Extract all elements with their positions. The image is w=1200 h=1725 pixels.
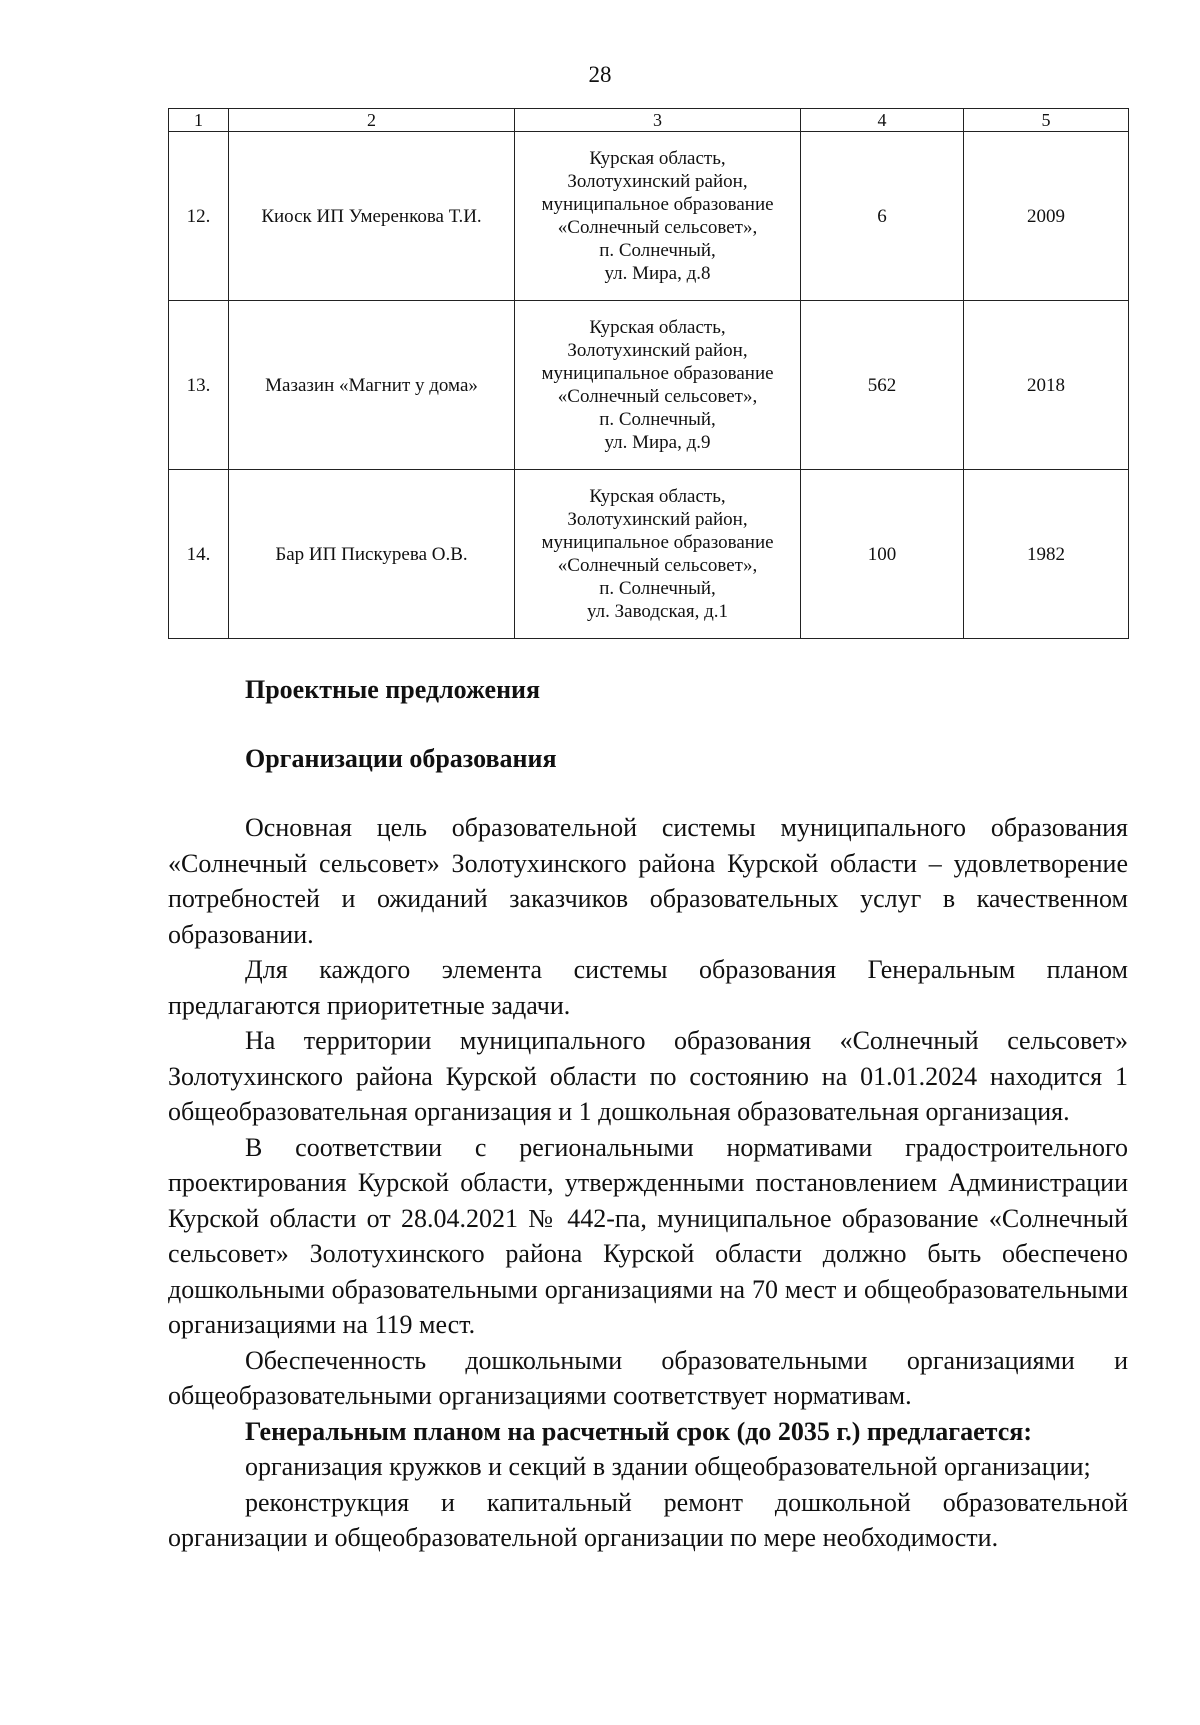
section-heading-education: Организации образования	[245, 744, 557, 773]
address-line: Золотухинский район,	[567, 509, 748, 530]
paragraph: организация кружков и секций в здании общеобразовательной организации;	[245, 1452, 1091, 1481]
row-number: 12.	[169, 132, 229, 301]
object-area: 6	[801, 132, 964, 301]
table-row	[169, 132, 1129, 301]
paragraph: Основная цель образовательной системы муниципального образования «Солнечный сельсовет» Золотухинского района Курской области – удовлетворение потребностей и ожиданий заказчиков образовательных услуг в качественном образовании.	[168, 813, 1128, 949]
paragraph: Для каждого элемента системы образования Генеральным планом предлагаются приоритетные задачи.	[168, 955, 1128, 1020]
address-line: Золотухинский район,	[567, 340, 748, 361]
address-line: п. Солнечный,	[599, 578, 716, 599]
header-cell: 4	[801, 109, 964, 132]
paragraph: На территории муниципального образования «Солнечный сельсовет» Золотухинского района Курской области по состоянию на 01.01.2024 находится 1 общеобразовательная организация и 1 дошкольная образовательная организация.	[168, 1026, 1128, 1126]
object-address	[515, 470, 801, 639]
object-name: Бар ИП Пискурева О.В.	[229, 470, 515, 639]
header-cell: 1	[169, 109, 229, 132]
address-line: муниципальное образование	[541, 532, 774, 553]
address-line: Курская область,	[589, 486, 726, 507]
table-row	[169, 301, 1129, 470]
body-text	[168, 810, 1128, 1556]
address-line: ул. Заводская, д.1	[586, 601, 729, 622]
address-line: Курская область,	[589, 317, 726, 338]
address-line: п. Солнечный,	[599, 240, 716, 261]
address-line: ул. Мира, д.9	[604, 432, 711, 453]
address-line: «Солнечный сельсовет»,	[557, 217, 758, 238]
section-heading-proposals: Проектные предложения	[245, 675, 541, 704]
table-header-row	[169, 109, 1129, 132]
address-line: Курская область,	[589, 148, 726, 169]
page-number: 28	[588, 62, 612, 87]
address-line: муниципальное образование	[541, 194, 774, 215]
object-name: Мазазин «Магнит у дома»	[229, 301, 515, 470]
paragraph: Обеспеченность дошкольными образовательными организациями и общеобразовательными организациями соответствует нормативам.	[168, 1345, 1128, 1410]
row-number: 13.	[169, 301, 229, 470]
address-line: «Солнечный сельсовет»,	[557, 555, 758, 576]
header-cell: 2	[229, 109, 515, 132]
paragraph: реконструкция и капитальный ремонт дошкольной образовательной организации и общеобразовательной организации по мере необходимости.	[168, 1487, 1128, 1552]
object-year: 2009	[964, 132, 1129, 301]
address-line: «Солнечный сельсовет»,	[557, 386, 758, 407]
object-year: 2018	[964, 301, 1129, 470]
address-line: Золотухинский район,	[567, 171, 748, 192]
address-line: ул. Мира, д.8	[604, 263, 711, 284]
header-cell: 5	[964, 109, 1129, 132]
address-line: п. Солнечный,	[599, 409, 716, 430]
object-address	[515, 132, 801, 301]
object-area: 100	[801, 470, 964, 639]
object-name: Киоск ИП Умеренкова Т.И.	[229, 132, 515, 301]
paragraph: В соответствии с региональными нормативами градостроительного проектирования Курской области, утвержденными постановлением Администрации Курской области от 28.04.2021 № 442-па, муниципальное образование «Солнечный сельсовет» Золотухинского района Курской области должно быть обеспечено дошкольными образовательными организациями на 70 мест и общеобразовательными организациями на 119 мест.	[168, 1132, 1128, 1339]
address-line: муниципальное образование	[541, 363, 774, 384]
object-area: 562	[801, 301, 964, 470]
objects-table	[168, 108, 1129, 639]
paragraph-bold: Генеральным планом на расчетный срок (до 2035 г.) предлагается:	[245, 1416, 1032, 1446]
object-year: 1982	[964, 470, 1129, 639]
header-cell: 3	[515, 109, 801, 132]
object-address	[515, 301, 801, 470]
table-row	[169, 470, 1129, 639]
row-number: 14.	[169, 470, 229, 639]
